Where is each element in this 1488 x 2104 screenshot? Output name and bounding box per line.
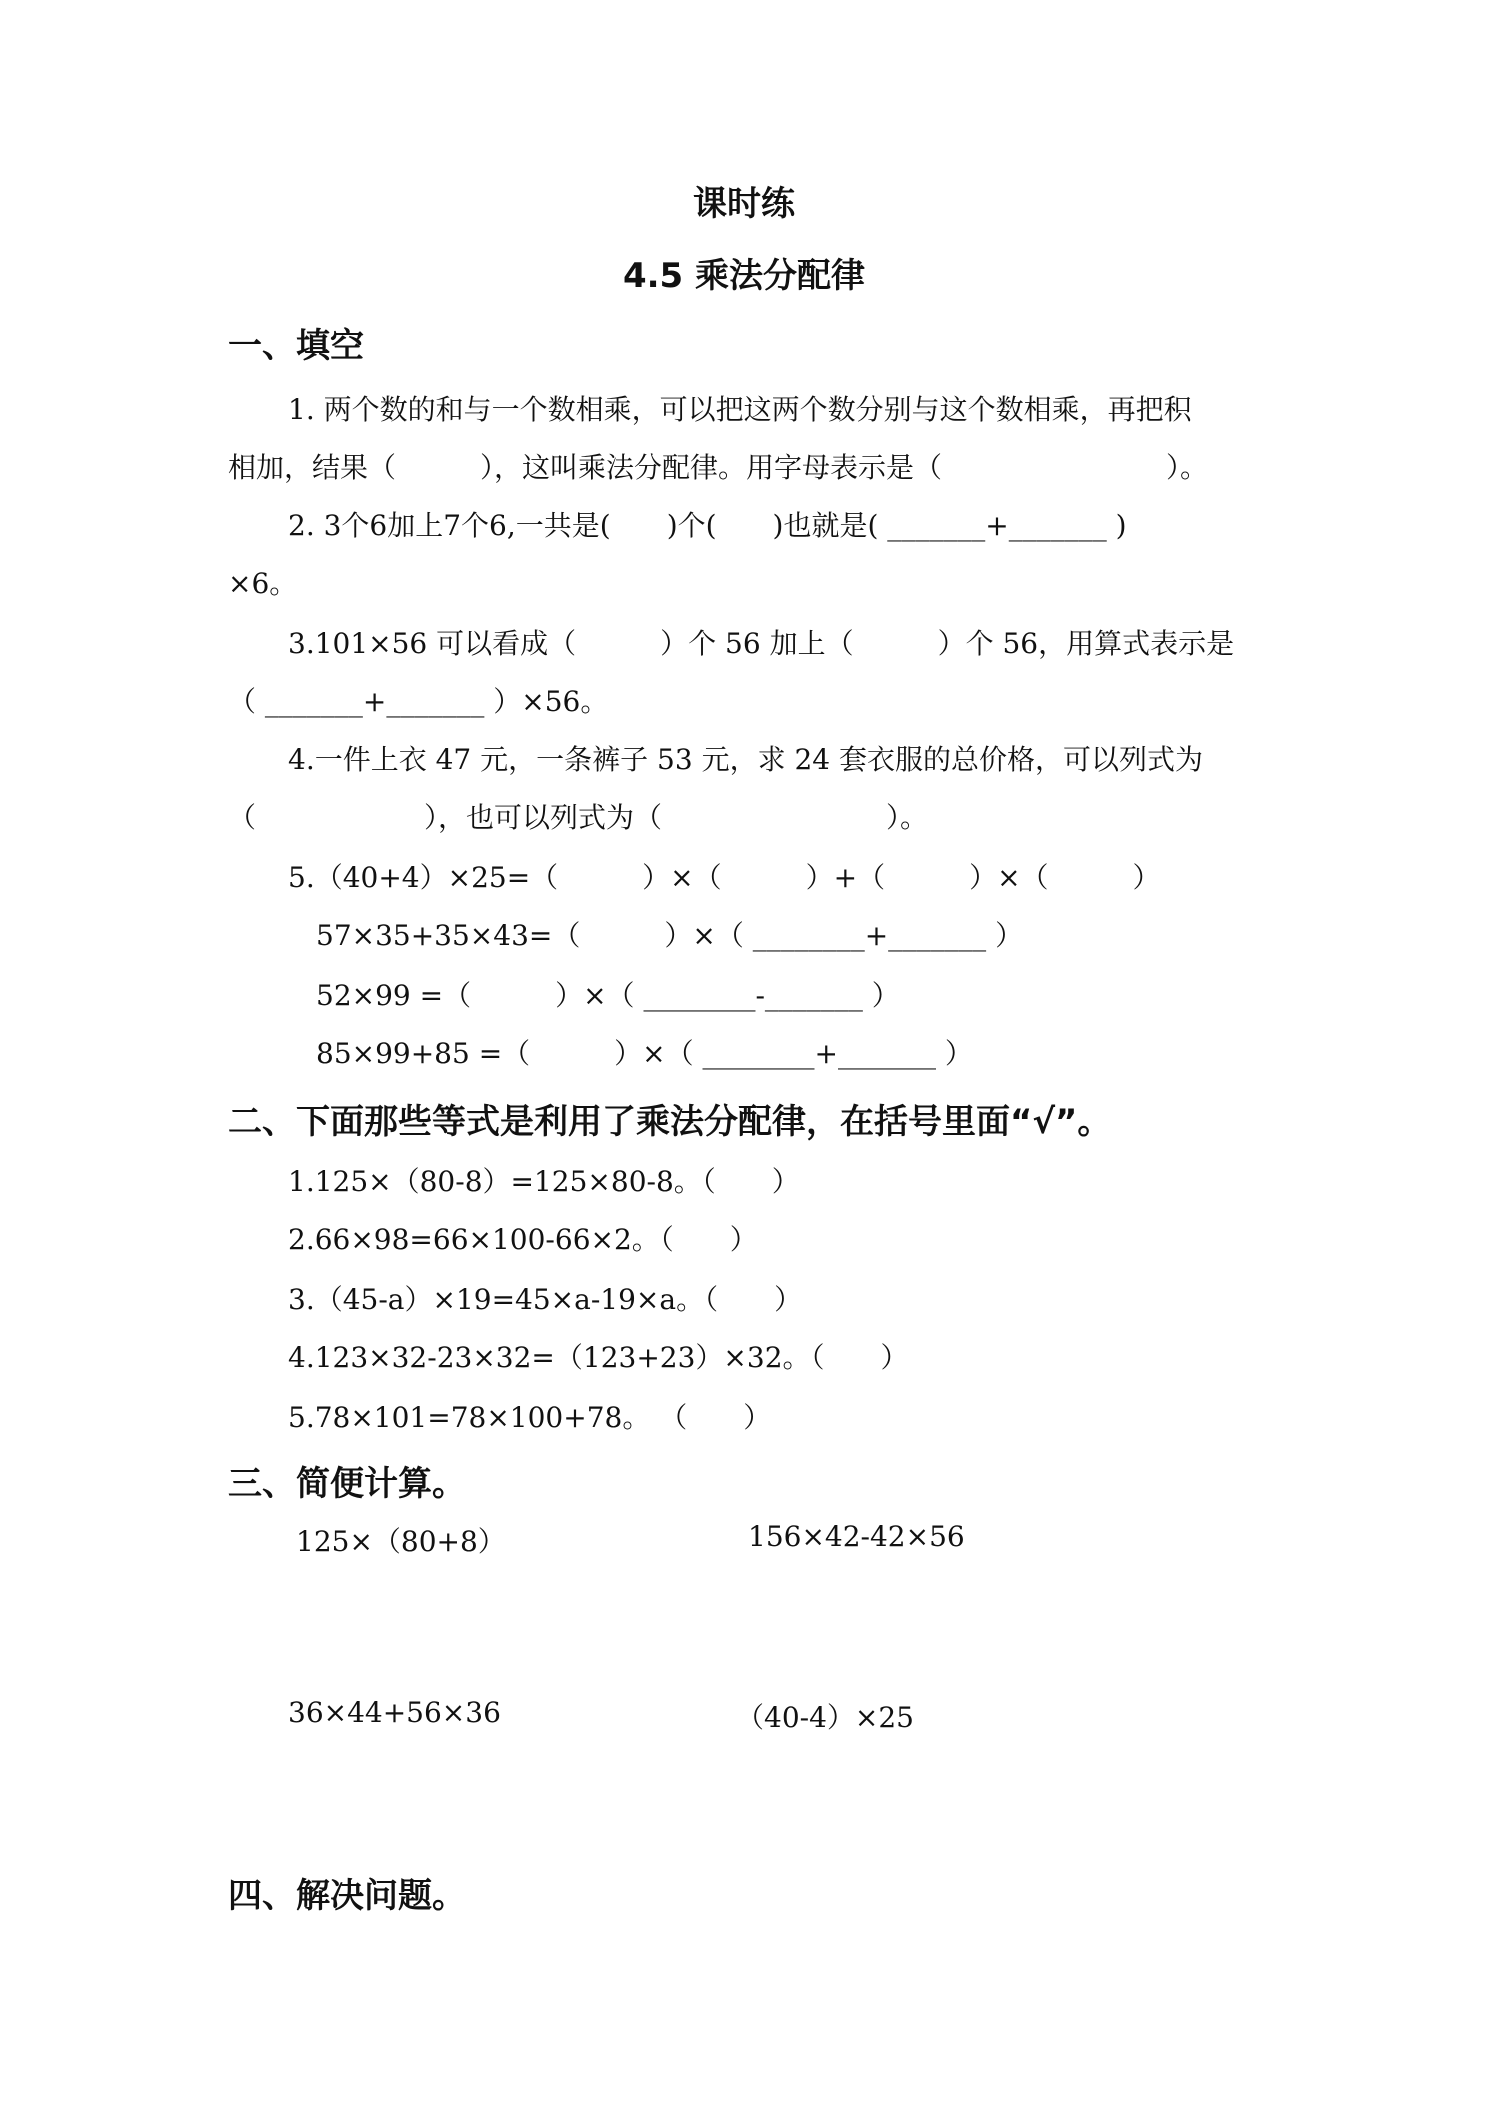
calc-expr-4: （40-4）×25 <box>736 1701 914 1734</box>
q5-line3: 52×99 =（ ）×（ ________-_______ ） <box>316 979 900 1012</box>
section2-heading: 二、下面那些等式是利用了乘法分配律，在括号里面“√”。 <box>228 1102 1112 1142</box>
q1-line2: 相加，结果（ ），这叫乘法分配律。用字母表示是（ ）。 <box>228 451 1209 484</box>
page-title: 课时练 <box>693 184 795 224</box>
q3-line1: 3.101×56 可以看成（ ）个 56 加上（ ）个 56，用算式表示是 <box>288 627 1235 660</box>
section2-item-2: 2.66×98=66×100-66×2。（ ） <box>288 1223 758 1256</box>
section2-item-1: 1.125×（80-8）=125×80-8。（ ） <box>288 1165 800 1198</box>
section3-heading: 三、简便计算。 <box>228 1464 466 1504</box>
q2-line2: ×6。 <box>228 567 298 600</box>
q5-line1: 5.（40+4）×25=（ ）×（ ）+（ ）×（ ） <box>288 861 1161 894</box>
q3-line2: （ _______+_______ ）×56。 <box>228 685 609 718</box>
section2-item-3: 3.（45-a）×19=45×a-19×a。（ ） <box>288 1283 803 1316</box>
section4-heading: 四、解决问题。 <box>228 1876 466 1916</box>
section2-item-4: 4.123×32-23×32=（123+23）×32。（ ） <box>288 1341 909 1374</box>
calc-expr-1: 125×（80+8） <box>296 1525 506 1558</box>
calc-expr-3: 36×44+56×36 <box>288 1696 501 1729</box>
section2-item-5: 5.78×101=78×100+78。 （ ） <box>288 1401 772 1434</box>
q5-line4: 85×99+85 =（ ）×（ ________+_______ ） <box>316 1037 973 1070</box>
q4-line1: 4.一件上衣 47 元，一条裤子 53 元，求 24 套衣服的总价格，可以列式为 <box>288 743 1204 776</box>
q1-line1: 1. 两个数的和与一个数相乘，可以把这两个数分别与这个数相乘，再把积 <box>288 393 1192 426</box>
page-subtitle: 4.5 乘法分配律 <box>622 256 866 296</box>
section1-heading: 一、填空 <box>228 326 364 366</box>
calc-expr-2: 156×42-42×56 <box>748 1520 965 1553</box>
q4-line2: （ ），也可以列式为（ ）。 <box>228 801 929 834</box>
q5-line2: 57×35+35×43=（ ）×（ ________+_______ ） <box>316 919 1024 952</box>
q2-line1: 2. 3个6加上7个6,一共是( )个( )也就是( _______+_______ ) <box>288 509 1127 542</box>
